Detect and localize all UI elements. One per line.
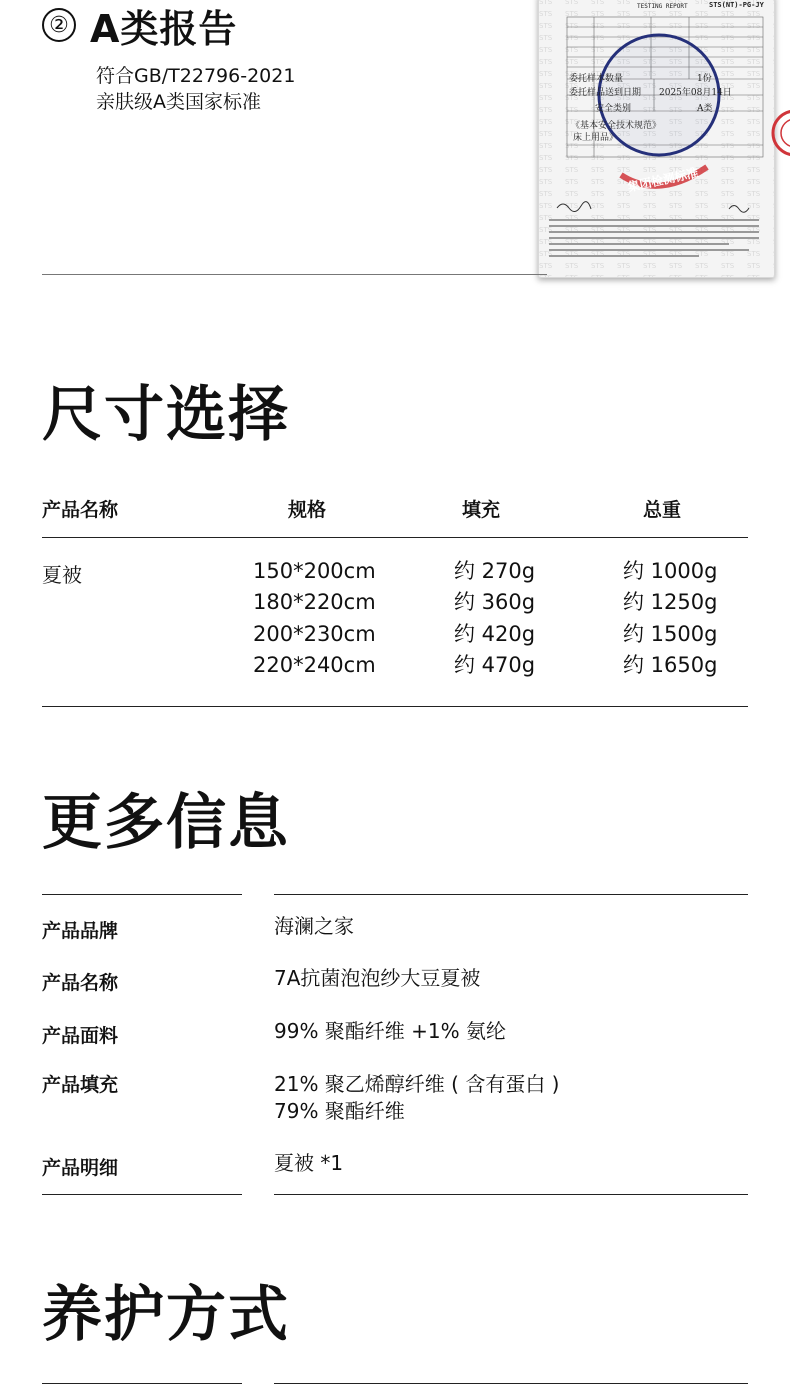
fill-cell: 约 270g [454,559,536,583]
info-label-fabric: 产品面料 [42,1025,119,1047]
care-top-rule-left [42,1383,242,1384]
cert-row-1-label: 委托样本数量 [569,74,624,84]
testing-report-certificate [538,0,775,278]
header-spec: 规格 [288,499,327,521]
cert-row-2-label: 委托样品送到日期 [569,88,642,98]
info-bottom-rule-left [42,1194,242,1195]
size-table-bottom-rule [42,706,748,707]
cert-note-1: 《基本安全技术规范》 [571,121,662,131]
care-section-title: 养护方式 [42,1280,290,1350]
standard-line-2: 亲肤级A类国家标准 [96,91,261,113]
info-label-brand: 产品品牌 [42,920,119,942]
standard-line-1: 符合GB/T22796-2021 [96,65,296,87]
report-title-text: A类报告 [90,6,238,51]
spec-cell: 150*200cm [253,559,376,583]
info-label-name: 产品名称 [42,972,119,994]
fill-cell: 约 470g [454,652,536,677]
info-value-filling-2: 79% 聚酯纤维 [274,1099,405,1123]
header-product-name: 产品名称 [42,499,119,521]
cert-row-2-value: 2025年08月14日 [659,88,732,98]
cert-row-3-label: 安全类别 [595,104,632,114]
care-top-rule-right [274,1383,748,1384]
report-divider [42,274,547,275]
more-info-section-title: 更多信息 [42,788,290,858]
fill-cell: 约 420g [454,621,536,646]
info-label-filling: 产品填充 [42,1074,119,1096]
spec-cell: 220*240cm [253,652,376,677]
fill-cell: 约 360g [454,590,536,615]
info-value-contents: 夏被 *1 [274,1151,344,1175]
weight-cell: 约 1650g [623,652,718,677]
report-title [42,2,238,51]
info-bottom-rule-right [274,1194,748,1195]
certificate-report-no: STS(NT)-PG-JY [709,1,764,9]
info-value-filling-1: 21% 聚乙烯醇纤维 ( 含有蛋白 ) [274,1072,560,1096]
spec-cell: 180*220cm [253,590,376,615]
size-table-product: 夏被 [42,563,82,587]
header-fill: 填充 [462,499,501,521]
spec-cell: 200*230cm [253,621,376,646]
spec-column [253,558,376,683]
certificate-report-label: TESTING REPORT [637,3,688,10]
cert-row-3-value: A类 [697,104,713,114]
info-value-fabric: 99% 聚酯纤维 +1% 氨纶 [274,1019,507,1043]
size-section-title: 尺寸选择 [42,380,290,450]
cert-note-2: 床上用品》 [573,133,619,143]
cert-seal-text: 集团检测标准 [626,165,700,195]
info-value-name: 7A抗菌泡泡纱大豆夏被 [274,966,481,990]
info-label-contents: 产品明细 [42,1157,119,1179]
header-weight: 总重 [643,499,682,521]
weight-cell: 约 1000g [623,559,718,583]
report-number-badge: ② [42,8,76,42]
info-top-rule-right [274,894,748,895]
weight-cell: 约 1250g [623,590,718,615]
info-top-rule-left [42,894,242,895]
size-table-top-rule [42,537,748,538]
weight-cell: 约 1500g [623,621,718,646]
red-stamp-graphic [770,108,790,158]
weight-column [623,558,717,683]
cert-row-1-value: 1份 [697,74,712,84]
fill-column [454,558,535,683]
info-value-brand: 海澜之家 [274,914,354,938]
